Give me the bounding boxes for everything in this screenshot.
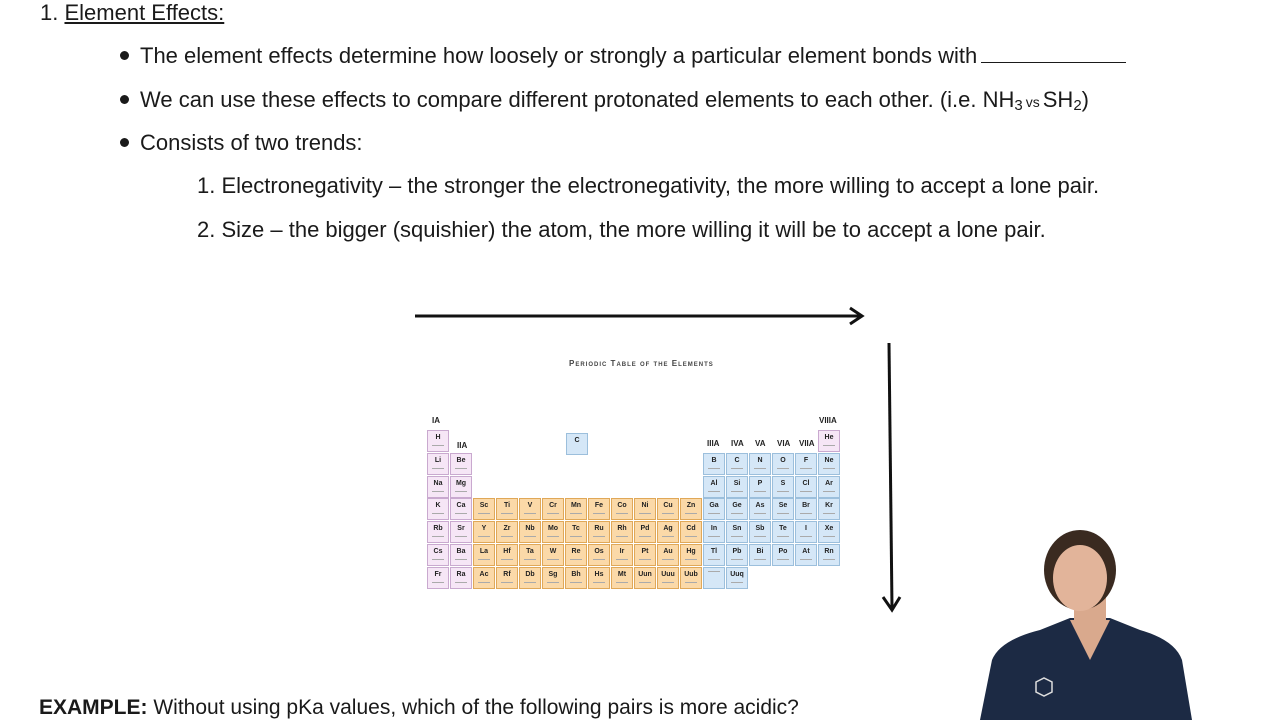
element-cell [450, 521, 472, 543]
element-symbol: Na [433, 479, 443, 487]
element-symbol: Fr [434, 570, 442, 578]
trend-number: 2. [197, 217, 216, 242]
formula: SH [1042, 87, 1074, 112]
element-cell [473, 521, 495, 543]
element-symbol: Re [571, 548, 581, 555]
section-number: 1. [40, 0, 59, 25]
element-cell [427, 476, 449, 498]
element-cell [795, 498, 817, 520]
element-symbol: Sc [479, 502, 489, 510]
subscript: 3 [1014, 97, 1023, 114]
element-symbol: Rb [433, 525, 443, 533]
element-symbol: Xe [824, 525, 834, 533]
element-symbol: O [780, 456, 786, 464]
element-symbol: He [824, 434, 834, 441]
element-cell [565, 544, 587, 566]
presenter-face [1053, 545, 1107, 611]
element-cell [611, 521, 633, 543]
element-symbol: S [780, 479, 786, 487]
element-symbol: Pd [640, 525, 650, 533]
element-cell [496, 521, 518, 543]
element-cell [703, 544, 725, 566]
element-symbol: Br [802, 502, 810, 510]
element-cell [588, 498, 610, 520]
element-symbol: At [802, 548, 810, 555]
group-label: VIA [777, 439, 791, 448]
element-cell [680, 498, 702, 520]
element-cell [427, 453, 449, 475]
element-cell [703, 498, 725, 520]
element-symbol: Bh [571, 570, 581, 578]
element-cell [703, 453, 725, 475]
element-cell [496, 498, 518, 520]
element-symbol: Te [779, 525, 787, 533]
element-symbol: F [803, 456, 809, 464]
element-symbol: Li [434, 456, 442, 464]
element-cell [703, 476, 725, 498]
element-cell [519, 498, 541, 520]
element-cell [611, 544, 633, 566]
bullet-1-text: The element effects determine how loosely or strongly a particular element bonds with [140, 43, 978, 68]
element-cell [450, 544, 472, 566]
element-cell [588, 521, 610, 543]
element-cell [588, 544, 610, 566]
element-symbol: Ag [663, 525, 673, 533]
element-cell [634, 544, 656, 566]
element-symbol: Si [733, 479, 741, 487]
element-symbol: H [435, 434, 441, 441]
element-cell [542, 498, 564, 520]
element-cell [657, 567, 679, 589]
element-cell [818, 544, 840, 566]
element-cell [450, 567, 472, 589]
group-label: VA [755, 439, 766, 448]
element-symbol: C [734, 456, 740, 464]
section-title: Element Effects: [64, 0, 225, 25]
element-cell [450, 476, 472, 498]
example-label: EXAMPLE: [39, 696, 148, 719]
element-symbol: Se [778, 502, 788, 510]
element-symbol: Cr [549, 502, 557, 510]
element-cell [634, 521, 656, 543]
element-symbol: Sn [732, 525, 742, 533]
element-symbol: Kr [825, 502, 833, 510]
element-cell [680, 521, 702, 543]
element-symbol: K [435, 502, 441, 510]
element-cell [519, 567, 541, 589]
element-symbol: Db [525, 570, 535, 578]
element-cell [473, 544, 495, 566]
vs-label: vs [1025, 94, 1040, 110]
element-symbol: Y [481, 525, 487, 533]
element-cell [795, 453, 817, 475]
example-text: Without using pKa values, which of the following pairs is more acidic? [153, 696, 799, 719]
element-cell [611, 498, 633, 520]
element-symbol: Rh [617, 525, 627, 533]
element-symbol: Uun [638, 570, 652, 578]
element-cell [703, 567, 725, 589]
element-cell [634, 498, 656, 520]
element-cell [818, 430, 840, 452]
element-symbol: Cu [663, 502, 673, 510]
element-cell [473, 498, 495, 520]
element-symbol: Rn [824, 548, 834, 555]
element-cell [657, 498, 679, 520]
element-cell [565, 521, 587, 543]
element-symbol: Uuq [730, 570, 744, 578]
presenter-video [970, 530, 1200, 720]
element-cell [749, 544, 771, 566]
element-symbol: Ar [825, 479, 833, 487]
element-symbol: Uuu [661, 570, 675, 578]
element-symbol: Hs [594, 570, 604, 578]
element-cell [772, 544, 794, 566]
element-symbol: I [805, 525, 807, 533]
element-symbol: Sr [457, 525, 465, 533]
bullet-2-text: We can use these effects to compare different protonated elements to each other. (i.e. NH [140, 87, 1015, 112]
element-cell [749, 521, 771, 543]
element-cell [749, 476, 771, 498]
element-cell [772, 521, 794, 543]
group-label: IVA [731, 439, 744, 448]
element-symbol: C [574, 437, 580, 444]
element-cell [565, 498, 587, 520]
element-symbol: In [710, 525, 718, 533]
element-symbol: Ta [526, 548, 534, 555]
element-symbol: Hf [503, 548, 511, 555]
element-cell [726, 498, 748, 520]
element-cell [772, 498, 794, 520]
element-cell [427, 521, 449, 543]
group-label: IIA [457, 441, 468, 450]
element-symbol: Ni [641, 502, 649, 510]
element-symbol: N [757, 456, 763, 464]
element-cell [818, 476, 840, 498]
element-symbol: Au [663, 548, 673, 555]
example-line [39, 696, 799, 720]
highlighted-element-cell [566, 433, 588, 455]
subscript: 2 [1073, 97, 1082, 114]
element-symbol: Uub [684, 570, 698, 578]
element-cell [565, 567, 587, 589]
paren: ) [1081, 87, 1089, 112]
element-cell [496, 567, 518, 589]
element-cell [542, 521, 564, 543]
element-cell [519, 544, 541, 566]
element-symbol: Ir [619, 548, 625, 555]
element-symbol: Sb [755, 525, 765, 533]
trend-number: 1. [197, 173, 216, 198]
element-cell [818, 453, 840, 475]
element-symbol: Os [594, 548, 604, 555]
element-cell [611, 567, 633, 589]
element-cell [703, 521, 725, 543]
element-cell [726, 476, 748, 498]
element-cell [588, 567, 610, 589]
element-symbol: P [757, 479, 763, 487]
element-symbol: Mt [617, 570, 627, 578]
element-cell [427, 544, 449, 566]
element-cell [450, 453, 472, 475]
element-cell [726, 567, 748, 589]
element-symbol: As [755, 502, 765, 510]
group-label: IA [432, 416, 440, 425]
element-symbol: Tl [710, 548, 718, 555]
element-symbol: Ge [732, 502, 742, 510]
element-symbol: Po [778, 548, 788, 555]
element-cell [680, 544, 702, 566]
element-cell [795, 521, 817, 543]
element-cell [726, 521, 748, 543]
element-symbol: Zr [503, 525, 511, 533]
element-cell [496, 544, 518, 566]
bullet-3: Consists of two trends: [140, 130, 363, 155]
element-cell [542, 544, 564, 566]
trend-text: Size – the bigger (squishier) the atom, the more willing it will be to accept a lone pair. [221, 217, 1046, 242]
element-cell [542, 567, 564, 589]
element-cell [818, 521, 840, 543]
element-symbol: Ru [594, 525, 604, 533]
element-cell [657, 521, 679, 543]
element-symbol: Rf [503, 570, 511, 578]
element-symbol: Nb [525, 525, 535, 533]
element-cell [795, 476, 817, 498]
element-symbol: Pt [641, 548, 649, 555]
element-cell [519, 521, 541, 543]
element-symbol: Cs [433, 548, 443, 555]
element-symbol: Bi [756, 548, 764, 555]
element-symbol: Fe [594, 502, 604, 510]
group-label: VIIA [799, 439, 815, 448]
element-symbol: Ne [824, 456, 834, 464]
element-symbol: Ca [456, 502, 466, 510]
element-cell [818, 498, 840, 520]
group-label: VIIIA [819, 416, 837, 425]
element-cell [749, 453, 771, 475]
element-symbol: Cl [802, 479, 810, 487]
element-cell [726, 544, 748, 566]
group-label: IIIA [707, 439, 720, 448]
element-symbol: B [711, 456, 717, 464]
element-cell [450, 498, 472, 520]
element-cell [772, 453, 794, 475]
element-symbol: W [549, 548, 557, 555]
element-symbol: Co [617, 502, 627, 510]
element-symbol: Ac [479, 570, 489, 578]
element-symbol: Cd [686, 525, 696, 533]
element-cell [749, 498, 771, 520]
element-cell [427, 430, 449, 452]
element-symbol: Mn [570, 502, 582, 510]
element-symbol: V [527, 502, 533, 510]
periodic-table-title: Periodic Table of the Elements [569, 359, 714, 368]
element-symbol: Be [456, 456, 466, 464]
element-symbol: Pb [732, 548, 742, 555]
element-symbol: Sg [548, 570, 558, 578]
element-symbol: Hg [686, 548, 696, 555]
element-cell [726, 453, 748, 475]
trend-text: Electronegativity – the stronger the electronegativity, the more willing to accept a lone pair. [221, 173, 1100, 198]
element-symbol: Ra [456, 570, 466, 578]
element-symbol: Zn [686, 502, 696, 510]
element-symbol: Ti [503, 502, 511, 510]
element-cell [772, 476, 794, 498]
element-cell [657, 544, 679, 566]
element-symbol: Mg [455, 479, 467, 487]
element-cell [680, 567, 702, 589]
element-cell [634, 567, 656, 589]
element-cell [795, 544, 817, 566]
element-symbol: Mo [547, 525, 559, 533]
element-cell [473, 567, 495, 589]
element-symbol: Ga [709, 502, 719, 510]
element-symbol: Al [710, 479, 718, 487]
element-cell [427, 567, 449, 589]
element-symbol: Tc [572, 525, 580, 533]
element-cell [427, 498, 449, 520]
element-symbol: La [479, 548, 489, 555]
element-symbol: Ba [456, 548, 466, 555]
